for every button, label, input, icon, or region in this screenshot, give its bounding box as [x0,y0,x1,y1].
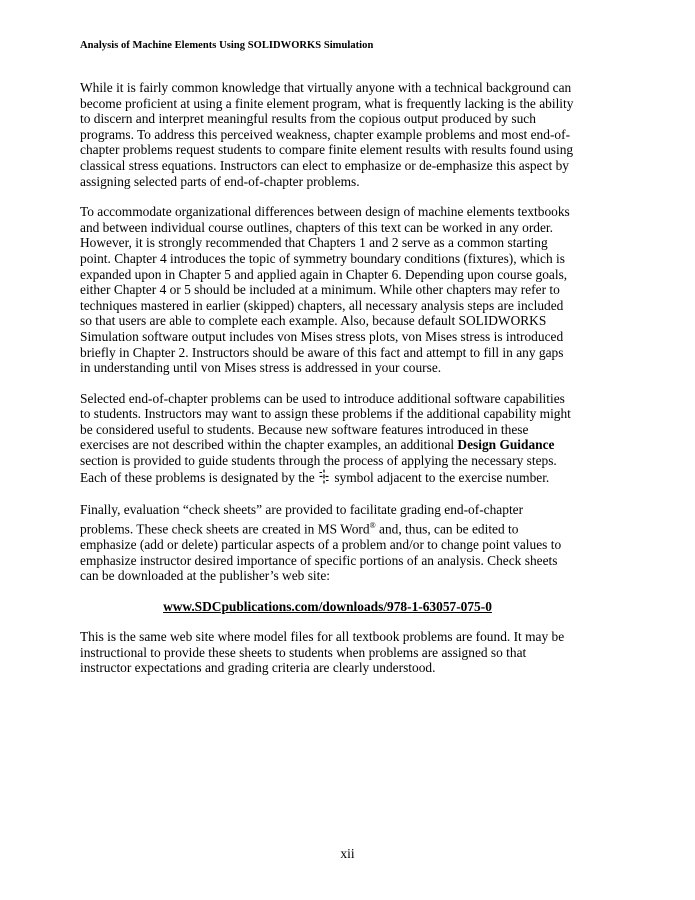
check-sheets-text-end: and, thus, can be edited to emphasize (add or delete) particular aspects of a problem and/or to change point values to emphasize instructor desired importance of specific portions of an analysis. Check sheets can be downloaded at the publisher’s web site: [80,521,562,584]
paragraph-design-guidance [80,391,575,488]
paragraph-finite-element-results: While it is fairly common knowledge that virtually anyone with a technical background can become proficient at using a finite element program, what is frequently lacking is the ability to discern and interpret meaningful results from the copious output produced by such programs. To address this perceived weakness, chapter example problems and most end-of-chapter problems request students to compare finite element results with results found using classical stress equations. Instructors can elect to emphasize or de-emphasize this aspect by assigning selected parts of end-of-chapter problems. [80,80,574,189]
paragraph-model-files: This is the same web site where model files for all textbook problems are found. It may be instructional to provide these sheets to students when problems are assigned so that instructor expectations and grading criteria are clearly understood. [80,629,565,676]
running-header: Analysis of Machine Elements Using SOLIDWORKS Simulation [80,40,374,51]
page-number: xii [340,846,355,861]
design-guidance-text-middle: section is provided to guide students through the process of applying the necessary steps. Each of these problems is designated by the [80,453,557,485]
paragraph-check-sheets [80,502,575,583]
design-guidance-text-end: symbol adjacent to the exercise number. [331,469,550,485]
body-text [80,80,575,691]
design-guidance-term: Design Guidance [457,437,555,453]
check-sheets-text-start: Finally, evaluation “check sheets” are provided to facilitate grading end-of-chapter problems. These check sheets are created in MS Word [80,502,524,537]
paragraph-chapter-organization: To accommodate organizational differences between design of machine elements textbooks and between individual course outlines, chapters of this text can be worked in any order. However, it is strongly recommended that Chapters 1 and 2 serve as a common starting point. Chapter 4 introduces the topic of symmetry boundary conditions (fixtures), which is expanded upon in Chapter 5 and applied again in Chapter 6. Depending upon course goals, either Chapter 4 or 5 should be included at a minimum. While other chapters may refer to techniques mastered in earlier (skipped) chapters, all necessary analysis steps are included so that users are able to complete each example. Also, because default SOLIDWORKS Simulation software output includes von Mises stress plots, von Mises stress is introduced briefly in Chapter 2. Instructors should be aware of this fact and attempt to fill in any gaps in understanding until von Mises stress is addressed in your course. [80,204,570,376]
dashed-plus-icon [319,469,329,488]
design-guidance-text-start: Selected end-of-chapter problems can be used to introduce additional software capabilities to students. Instructors may want to assign these problems if the additional capability might be considered useful to students. Because new software features introduced in these exercises are not described within the chapter examples, an additional [80,390,571,453]
publisher-download-link[interactable]: www.SDCpublications.com/downloads/978-1-63057-075-0 [163,598,492,614]
registered-mark: ® [369,520,376,530]
